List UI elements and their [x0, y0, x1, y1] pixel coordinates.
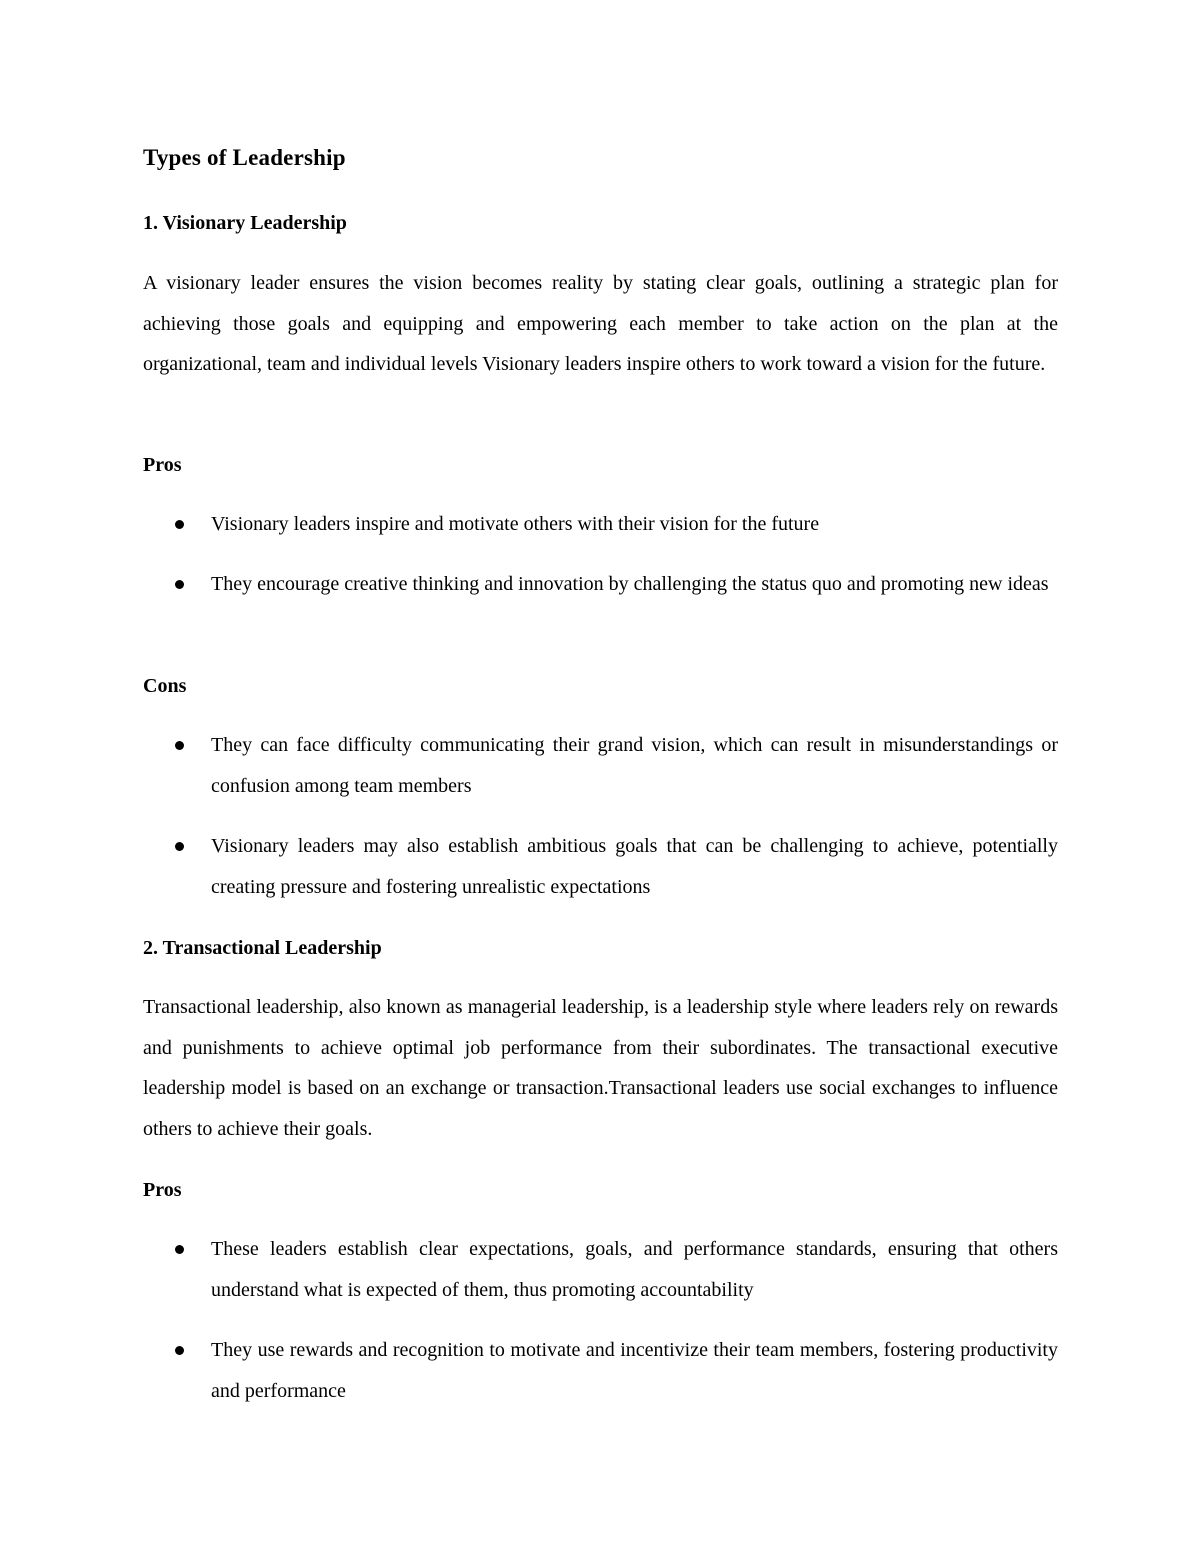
list-item-transactional-pro-1: These leaders establish clear expectations, goals, and performance standards, ensuring that others understand what is expected of them, thus promoting accountability [211, 1238, 1058, 1301]
section-heading-visionary: 1. Visionary Leadership [143, 212, 347, 234]
list-item-visionary-pro-2: They encourage creative thinking and innovation by challenging the status quo and promoting new ideas [211, 573, 1049, 595]
list-item-visionary-con-1: They can face difficulty communicating their grand vision, which can result in misunderstandings or confusion among team members [211, 734, 1058, 797]
section-paragraph-visionary: A visionary leader ensures the vision becomes reality by stating clear goals, outlining a strategic plan for achieving those goals and equipping and empowering each member to take action on the plan at the organizational, team and individual levels Visionary leaders inspire others to work toward a vision for the future. [143, 272, 1058, 375]
section-paragraph-transactional: Transactional leadership, also known as managerial leadership, is a leadership style where leaders rely on rewards and punishments to achieve optimal job performance from their subordinates. The transactional executive leadership model is based on an exchange or transaction.Transactional leaders use social exchanges to influence others to achieve their goals. [143, 996, 1058, 1140]
bullet-icon [175, 1346, 184, 1355]
cons-heading-visionary: Cons [143, 675, 187, 697]
bullet-icon [175, 580, 184, 589]
list-item-transactional-pro-2: They use rewards and recognition to motivate and incentivize their team members, fostering productivity and performance [211, 1339, 1058, 1402]
bullet-icon [175, 842, 184, 851]
bullet-icon [175, 520, 184, 529]
section-heading-transactional: 2. Transactional Leadership [143, 937, 382, 959]
pros-heading-visionary: Pros [143, 454, 182, 476]
list-item-visionary-pro-1: Visionary leaders inspire and motivate others with their vision for the future [211, 513, 820, 535]
bullet-icon [175, 1245, 184, 1254]
list-item-visionary-con-2: Visionary leaders may also establish ambitious goals that can be challenging to achieve, potentially creating pressure and fostering unrealistic expectations [211, 835, 1058, 898]
document-title: Types of Leadership [143, 145, 346, 170]
pros-heading-transactional: Pros [143, 1179, 182, 1201]
bullet-icon [175, 741, 184, 750]
